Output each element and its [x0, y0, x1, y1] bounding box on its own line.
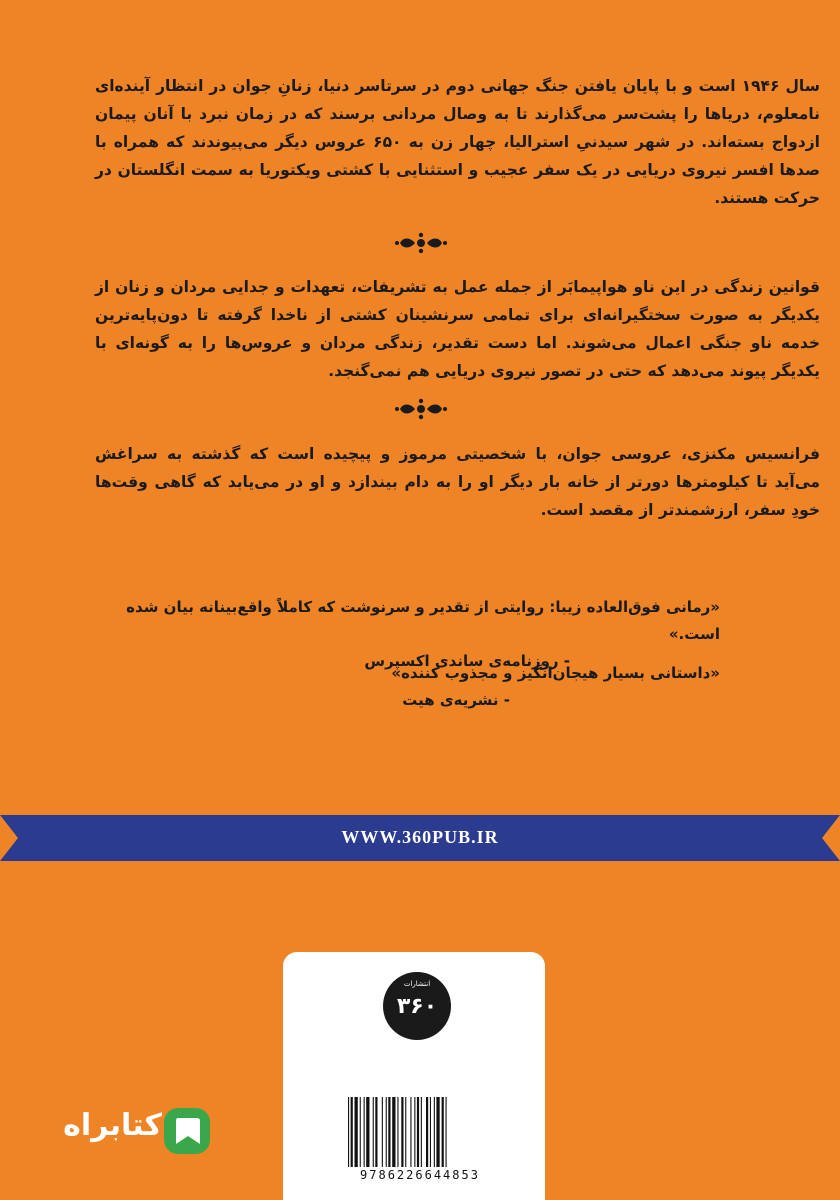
description-paragraph-1: سال ۱۹۴۶ است و با پایان یافتن جنگ جهانی دوم در سرتاسر دنیا، زنانِ جوان در انتظار آینده‌ای نامعلوم، دریاها را پشت‌سر می‌گذارند تا به وصال مردانی برسند که در زمان نبرد با آنان پیمان ازدواج بسته‌اند. در شهر سیدنیِ استرالیا، چهار زن به ۶۵۰ عروس دیگر می‌پیوندند که همراه با صدها افسر نیروی دریایی در یک سفر عجیب و استثنایی با کشتی ویکتوریا به سمت انگلستان در حرکت هستند. [95, 77, 820, 207]
quote-text: «داستانی بسیار هیجان‌انگیز و مجذوب کننده» [391, 664, 720, 682]
description-paragraph-3: فرانسیس مکنزی، عروسی جوان، با شخصیتی مرموز و پیچیده است که گذشته به سراغش می‌آید تا کیلومترها دورتر از خانه بار دیگر او را به دام بیندازد و او در می‌یابد که گاهی وقت‌ها خودِ سفر، ارزشمندتر از مقصد است. [95, 445, 820, 519]
website-banner [0, 815, 840, 861]
ketabrah-logo-icon [162, 1106, 212, 1156]
ornament-divider-icon [395, 232, 447, 254]
quote-source: - روزنامه‌ی ساندی اکسپرس [364, 652, 570, 670]
publisher-logo-number: ۳۶۰ [396, 994, 438, 1019]
publisher-logo [383, 972, 451, 1040]
barcode-image [345, 1097, 495, 1167]
quote-text: «رمانی فوق‌العاده زیبا: روایتی از تقدیر و سرنوشت که کاملاً واقع‌بینانه بیان شده است.» [126, 598, 720, 643]
barcode-card [283, 952, 545, 1200]
quote-source: - نشریه‌ی هیت [402, 691, 510, 709]
website-url[interactable]: WWW.360PUB.IR [341, 827, 499, 847]
ornament-divider-icon [395, 398, 447, 420]
publisher-logo-word: انتشارات [403, 980, 431, 988]
isbn-number: 9786226644853 [360, 1168, 480, 1182]
ketabrah-watermark [38, 1100, 218, 1160]
brand-name: کتابراه [63, 1108, 162, 1143]
review-quote-2 [120, 660, 720, 714]
description-paragraph-2: قوانین زندگی در این ناو هواپیمابَر از جمله عمل به تشریفات، تعهدات و جدایی مردان و زنان از یکدیگر به صورت سختگیرانه‌ای برای تمامی سرنشینان کشتی از ناخدا گرفته تا دون‌پایه‌ترین خدمه ناو جنگی اعمال می‌شوند. اما دست تقدیر، زندگی مردان و عروس‌ها را به گونه‌ای با یکدیگر پیوند می‌دهد که حتی در تصور نیروی دریایی هم نمی‌گنجد. [95, 278, 820, 380]
